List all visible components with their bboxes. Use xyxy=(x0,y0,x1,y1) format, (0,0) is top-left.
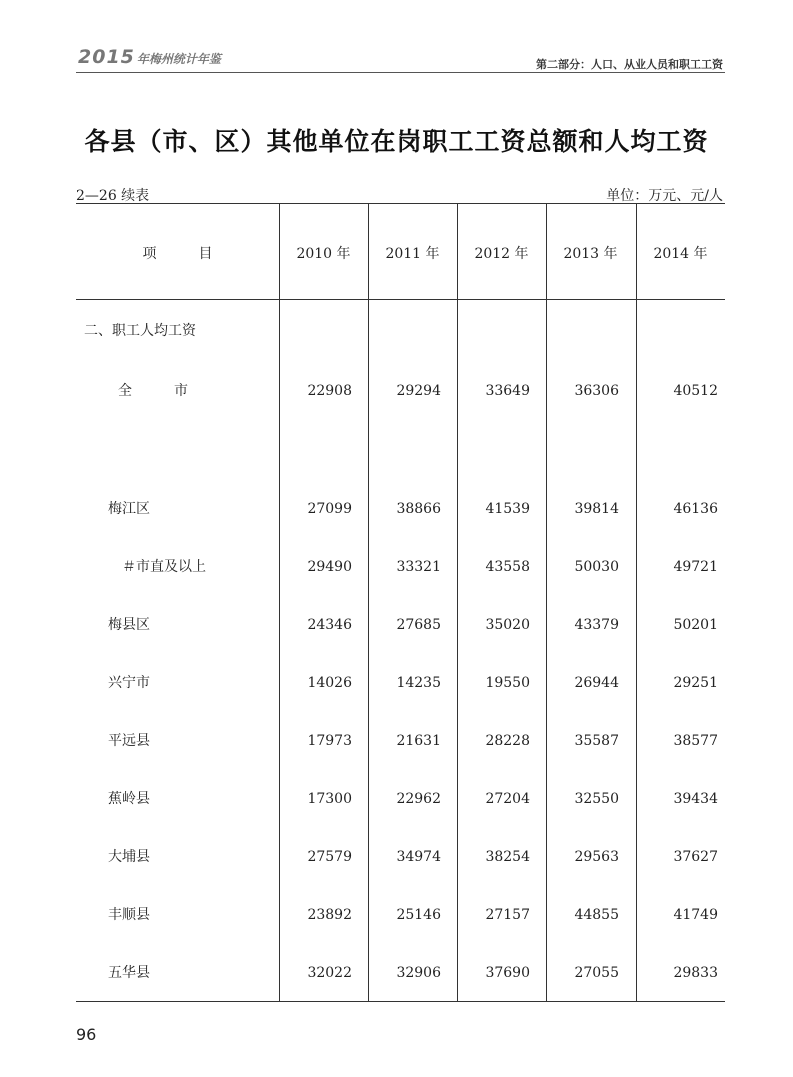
header-rule xyxy=(76,72,725,73)
row-label: 大埔县 xyxy=(108,849,150,865)
table-header-rule xyxy=(76,299,725,300)
value-cell: 44855 xyxy=(574,907,619,923)
row-label: 梅县区 xyxy=(108,617,150,633)
header-year: 2015 xyxy=(78,46,135,68)
section-label: 二、职工人均工资 xyxy=(84,323,196,339)
column-header-year: 2012 年 xyxy=(474,246,529,262)
value-cell: 39434 xyxy=(673,791,718,807)
value-cell: 40512 xyxy=(673,383,718,399)
value-cell: 29294 xyxy=(396,383,441,399)
value-cell: 17973 xyxy=(307,733,352,749)
value-cell: 29490 xyxy=(307,559,352,575)
value-cell: 19550 xyxy=(485,675,530,691)
value-cell: 35587 xyxy=(574,733,619,749)
column-divider xyxy=(457,203,458,1002)
value-cell: 27157 xyxy=(485,907,530,923)
column-divider xyxy=(546,203,547,1002)
value-cell: 28228 xyxy=(485,733,530,749)
value-cell: 41749 xyxy=(673,907,718,923)
value-cell: 14026 xyxy=(307,675,352,691)
page-title: 各县（市、区）其他单位在岗职工工资总额和人均工资 xyxy=(84,127,709,156)
value-cell: 43379 xyxy=(574,617,619,633)
value-cell: 46136 xyxy=(673,501,718,517)
page-number: 96 xyxy=(76,1025,97,1044)
value-cell: 37690 xyxy=(485,965,530,981)
row-label: 蕉岭县 xyxy=(108,791,150,807)
book-header xyxy=(78,46,221,68)
value-cell: 25146 xyxy=(396,907,441,923)
column-header-year: 2014 年 xyxy=(653,246,708,262)
value-cell: 38577 xyxy=(673,733,718,749)
value-cell: 36306 xyxy=(574,383,619,399)
value-cell: 39814 xyxy=(574,501,619,517)
value-cell: 27204 xyxy=(485,791,530,807)
row-label: 平远县 xyxy=(108,733,150,749)
column-header-year: 2011 年 xyxy=(385,246,440,262)
value-cell: 21631 xyxy=(396,733,441,749)
value-cell: 32906 xyxy=(396,965,441,981)
value-cell: 37627 xyxy=(673,849,718,865)
value-cell: 17300 xyxy=(307,791,352,807)
value-cell: 41539 xyxy=(485,501,530,517)
value-cell: 34974 xyxy=(396,849,441,865)
value-cell: 49721 xyxy=(673,559,718,575)
unit-label: 单位：万元、元/人 xyxy=(606,188,723,204)
value-cell: 33649 xyxy=(485,383,530,399)
value-cell: 32550 xyxy=(574,791,619,807)
value-cell: 43558 xyxy=(485,559,530,575)
value-cell: 29251 xyxy=(673,675,718,691)
value-cell: 29563 xyxy=(574,849,619,865)
value-cell: 26944 xyxy=(574,675,619,691)
section-header: 第二部分：人口、从业人员和职工工资 xyxy=(536,58,723,71)
value-cell: 38254 xyxy=(485,849,530,865)
column-divider xyxy=(636,203,637,1002)
row-label: 五华县 xyxy=(108,965,150,981)
data-table xyxy=(76,203,725,1002)
value-cell: 22908 xyxy=(307,383,352,399)
value-cell: 50201 xyxy=(673,617,718,633)
row-label: 兴宁市 xyxy=(108,675,150,691)
value-cell: 29833 xyxy=(673,965,718,981)
value-cell: 27099 xyxy=(307,501,352,517)
column-divider xyxy=(368,203,369,1002)
row-label: 丰顺县 xyxy=(108,907,150,923)
value-cell: 27579 xyxy=(307,849,352,865)
value-cell: 22962 xyxy=(396,791,441,807)
table-top-rule xyxy=(76,203,725,204)
column-header-year: 2013 年 xyxy=(563,246,618,262)
row-label: 梅江区 xyxy=(108,501,150,517)
value-cell: 23892 xyxy=(307,907,352,923)
table-id: 2—26 续表 xyxy=(76,188,150,204)
value-cell: 27055 xyxy=(574,965,619,981)
column-header-item: 项 目 xyxy=(142,246,213,262)
value-cell: 33321 xyxy=(396,559,441,575)
value-cell: 24346 xyxy=(307,617,352,633)
value-cell: 50030 xyxy=(574,559,619,575)
value-cell: 27685 xyxy=(396,617,441,633)
column-header-year: 2010 年 xyxy=(296,246,351,262)
value-cell: 32022 xyxy=(307,965,352,981)
value-cell: 14235 xyxy=(396,675,441,691)
column-divider xyxy=(279,203,280,1002)
row-label: 全 市 xyxy=(118,383,188,399)
row-label: ＃市直及以上 xyxy=(122,559,206,575)
value-cell: 38866 xyxy=(396,501,441,517)
table-bottom-rule xyxy=(76,1001,725,1002)
header-book-title: 年梅州统计年鉴 xyxy=(136,52,221,66)
value-cell: 35020 xyxy=(485,617,530,633)
